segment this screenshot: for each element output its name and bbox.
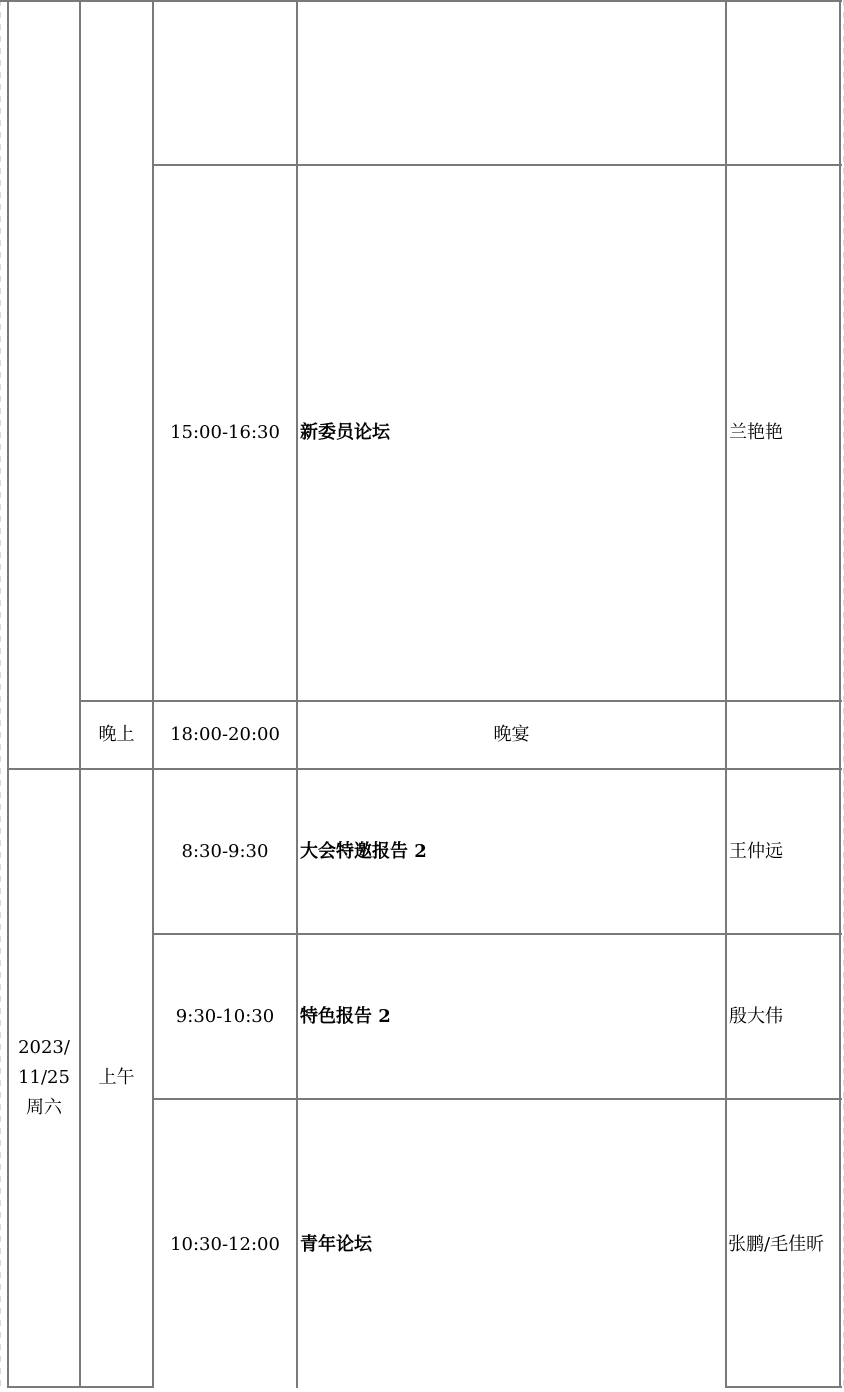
- speaker-cell: 殷大伟: [729, 1005, 783, 1027]
- speaker-cell: [727, 702, 839, 768]
- session-title: 新委员论坛: [300, 422, 390, 443]
- time-cell: 9:30-10:30: [175, 1005, 275, 1027]
- session-title: 晚宴: [493, 724, 530, 745]
- time-cell: 8:30-9:30: [181, 840, 269, 862]
- time-cell: 10:30-12:00: [170, 1234, 280, 1255]
- date-cell: 2023/11/25 周六: [18, 1037, 70, 1118]
- session-title: 特色报告 2: [300, 1005, 391, 1027]
- period-cell: 晚上: [98, 724, 135, 745]
- speaker-cell: 兰艳艳: [729, 422, 783, 443]
- session-title: [298, 2, 725, 164]
- column-border: [839, 0, 841, 1388]
- speaker-cell: [727, 2, 839, 164]
- time-cell: 18:00-20:00: [170, 724, 280, 745]
- period-cell: 上午: [98, 1067, 135, 1088]
- time-cell: [154, 2, 296, 164]
- time-cell: 15:00-16:30: [170, 422, 280, 443]
- speaker-cell: 张鹏/毛佳昕: [728, 1234, 825, 1255]
- session-title: 青年论坛: [300, 1234, 372, 1255]
- session-title: 大会特邀报告 2: [300, 840, 427, 862]
- speaker-cell: 王仲远: [729, 840, 783, 862]
